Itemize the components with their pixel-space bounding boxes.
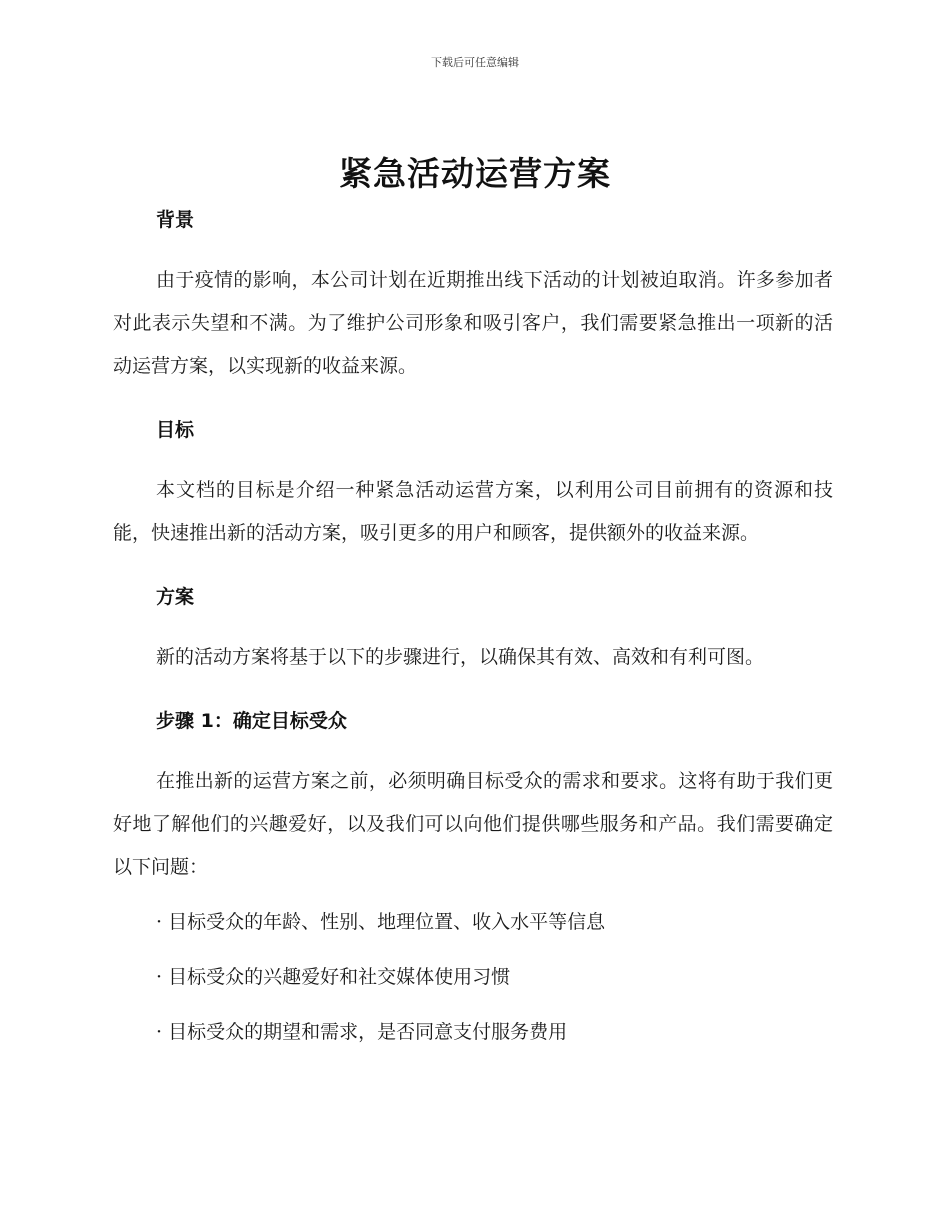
paragraph-step1: 在推出新的运营方案之前，必须明确目标受众的需求和要求。这将有助于我们更好地了解他们的兴趣爱好，以及我们可以向他们提供哪些服务和产品。我们需要确定以下问题：	[113, 770, 833, 878]
list-item: · 目标受众的期望和需求，是否同意支付服务费用	[156, 1021, 568, 1043]
document-body	[113, 204, 833, 1054]
list-item: · 目标受众的兴趣爱好和社交媒体使用习惯	[156, 966, 511, 988]
header-note: 下载后可任意编辑	[431, 56, 519, 69]
paragraph-goal: 本文档的目标是介绍一种紧急活动运营方案，以利用公司目前拥有的资源和技能，快速推出新的活动方案，吸引更多的用户和顾客，提供额外的收益来源。	[113, 479, 833, 544]
section-heading-plan: 方案	[156, 586, 195, 608]
document-title: 紧急活动运营方案	[339, 154, 611, 193]
paragraph-plan: 新的活动方案将基于以下的步骤进行，以确保其有效、高效和有利可图。	[156, 646, 765, 668]
list-item: · 目标受众的年龄、性别、地理位置、收入水平等信息	[156, 911, 606, 933]
section-heading-step1: 步骤 1：确定目标受众	[156, 710, 347, 732]
paragraph-background: 由于疫情的影响，本公司计划在近期推出线下活动的计划被迫取消。许多参加者对此表示失望和不满。为了维护公司形象和吸引客户，我们需要紧急推出一项新的活动运营方案，以实现新的收益来源。	[113, 269, 833, 377]
section-heading-goal: 目标	[156, 419, 195, 441]
section-heading-background: 背景	[156, 209, 195, 231]
